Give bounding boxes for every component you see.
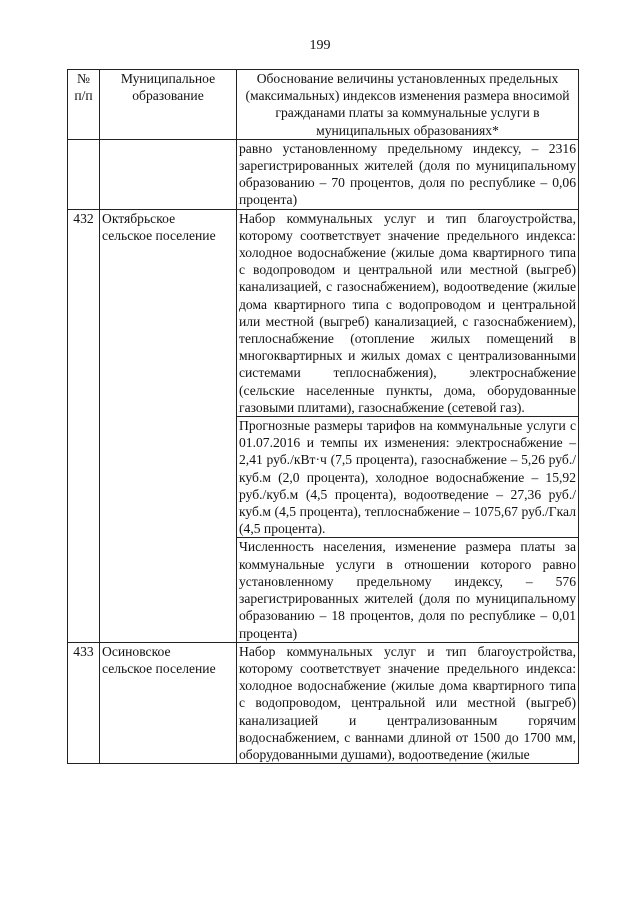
row-basis xyxy=(237,209,579,642)
page-number: 199 xyxy=(309,38,331,53)
municipality-name: Осиновское xyxy=(102,643,171,659)
header-municipality xyxy=(100,70,237,140)
basis-population-paragraph: Численность населения, изменение размера платы за коммунальные услуги в отношении которого равно установленному предельному индексу, – 576 зарегистрированных жителей (доля по муниципальному образованию – 18 процентов, доля по республике – 0,01 процента) xyxy=(239,539,576,641)
header-number xyxy=(68,70,100,140)
basis-services-paragraph: Набор коммунальных услуг и тип благоустройства, которому соответствует значение предельного индекса: холодное водоснабжение (жилые дома квартирного типа с водопроводом, центральной или местной (выгреб) канализацией и централизованным горячим водоснабжением, с ваннами длиной от 1500 до 1700 мм, оборудованными душами), водоотведение (жилые xyxy=(239,643,576,762)
header-municipality-line1: Муниципальное xyxy=(120,71,216,86)
continuation-text: равно установленному предельному индексу, – 2316 зарегистрированных жителей (доля по муниципальному образованию – 70 процентов, доля по республике – 0,06 процента) xyxy=(237,139,579,209)
tariff-index-table xyxy=(67,69,579,764)
table-row-continuation xyxy=(68,139,579,209)
municipality-type: сельское поселение xyxy=(102,660,216,676)
header-municipality-line2: образование xyxy=(132,88,204,104)
municipality-type: сельское поселение xyxy=(102,227,216,243)
header-basis: Обоснование величины установленных предельных (максимальных) индексов изменения размера вносимой гражданами платы за коммунальные услуги в муниципальных образованиях* xyxy=(237,70,579,140)
table-header-row xyxy=(68,70,579,140)
basis-services-paragraph: Набор коммунальных услуг и тип благоустройства, которому соответствует значение предельного индекса: холодное водоснабжение (жилые дома квартирного типа с водопроводом и центральной или местной (выгреб) канализацией, с газоснабжением), водоотведение (жилые дома квартирного типа с водопроводом и центральной или местной (выгреб) канализацией, с газоснабжением), теплоснабжение (отопление жилых помещений в многоквартирных и жилых домах с централизованными системами теплоснабжения), электроснабжение (сельские населенные пункты, дома, оборудованные газовыми плитами), газоснабжение (сетевой газ). xyxy=(239,210,576,415)
header-number-line1: № xyxy=(77,71,90,86)
table-row xyxy=(68,209,579,642)
table-row xyxy=(68,642,579,763)
row-number: 433 xyxy=(68,642,100,763)
row-municipality xyxy=(100,209,237,642)
municipality-name: Октябрьское xyxy=(102,210,176,226)
header-number-line2: п/п xyxy=(74,88,93,104)
row-municipality xyxy=(100,642,237,763)
row-number: 432 xyxy=(68,209,100,642)
row-basis xyxy=(237,642,579,763)
basis-tariffs-paragraph: Прогнозные размеры тарифов на коммунальные услуги с 01.07.2016 и темпы их изменения: электроснабжение – 2,41 руб./кВт·ч (7,5 процента), газоснабжение – 5,26 руб./куб.м (2,0 процента), холодное водоснабжение – 15,92 руб./куб.м (4,5 процента), водоотведение – 27,36 руб./куб.м (4,5 процента), теплоснабжение – 1075,67 руб./Гкал (4,5 процента). xyxy=(239,418,576,537)
